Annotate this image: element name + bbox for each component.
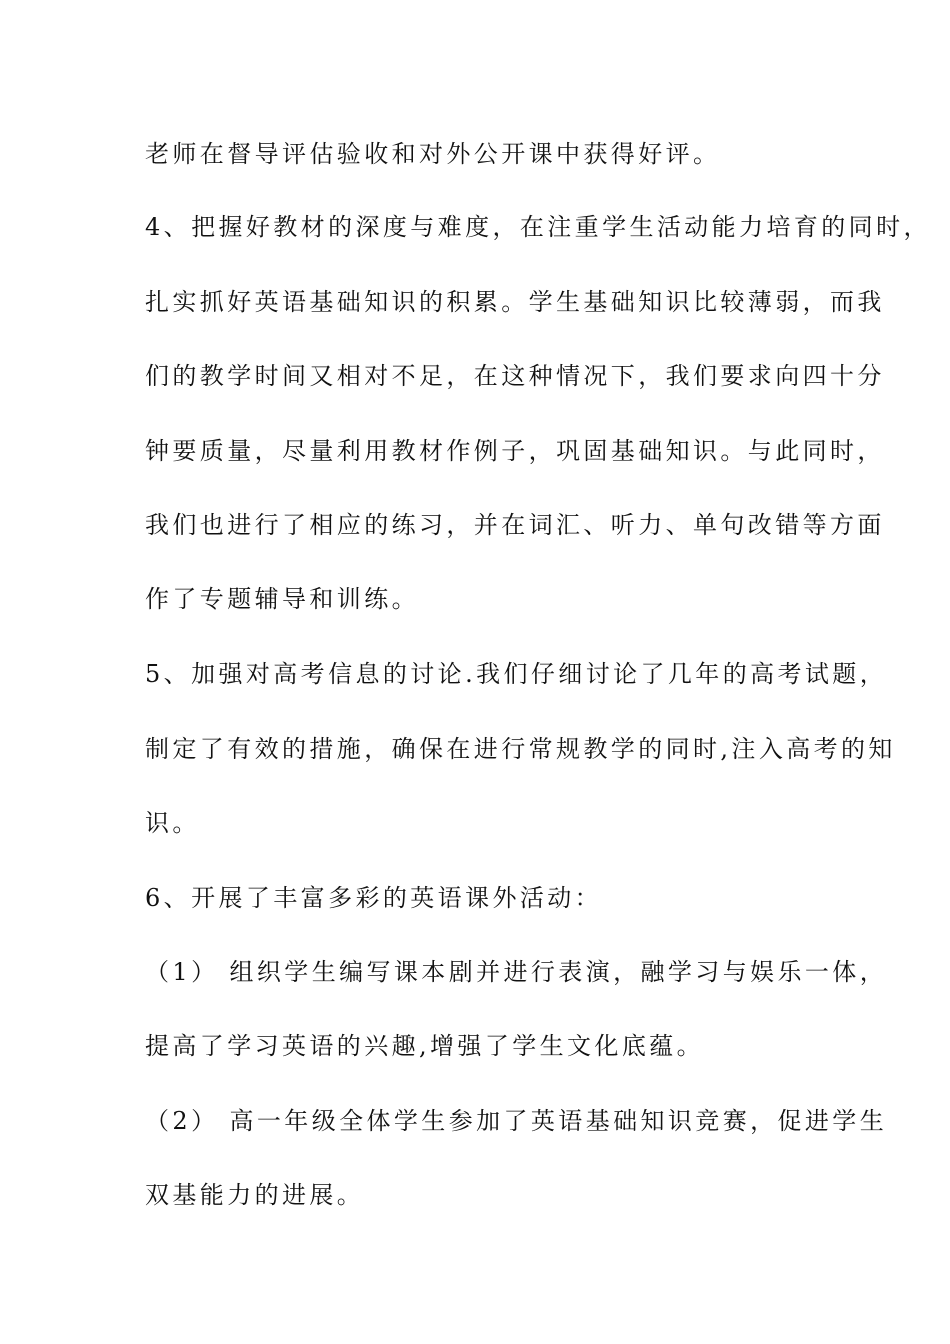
text-line: 制定了有效的措施，确保在进行常规教学的同时,注入高考的知 [145,735,896,763]
subitem-1-line: （1） 组织学生编写课本剧并进行表演，融学习与娱乐一体， [145,958,888,986]
item-5-heading-line: 5、加强对高考信息的讨论.我们仔细讨论了几年的高考试题， [145,660,888,688]
text-line: 扎实抓好英语基础知识的积累。学生基础知识比较薄弱，而我 [145,288,885,316]
text-line: 们的教学时间又相对不足，在这种情况下，我们要求向四十分 [145,362,885,390]
text-line: 识。 [145,809,200,837]
text-line: 老师在督导评估验收和对外公开课中获得好评。 [145,140,721,168]
item-4-heading-line: 4、把握好教材的深度与难度，在注重学生活动能力培育的同时， [145,213,931,241]
text-line: 提高了学习英语的兴趣,增强了学生文化底蕴。 [145,1032,705,1060]
subitem-2-line: （2） 高一年级全体学生参加了英语基础知识竞赛，促进学生 [145,1107,888,1135]
text-line: 我们也进行了相应的练习，并在词汇、听力、单句改错等方面 [145,511,885,539]
text-line: 双基能力的进展。 [145,1181,365,1209]
text-line: 作了专题辅导和训练。 [145,585,419,613]
text-line: 钟要质量，尽量利用教材作例子，巩固基础知识。与此同时， [145,437,885,465]
item-6-heading-line: 6、开展了丰富多彩的英语课外活动： [145,884,603,912]
